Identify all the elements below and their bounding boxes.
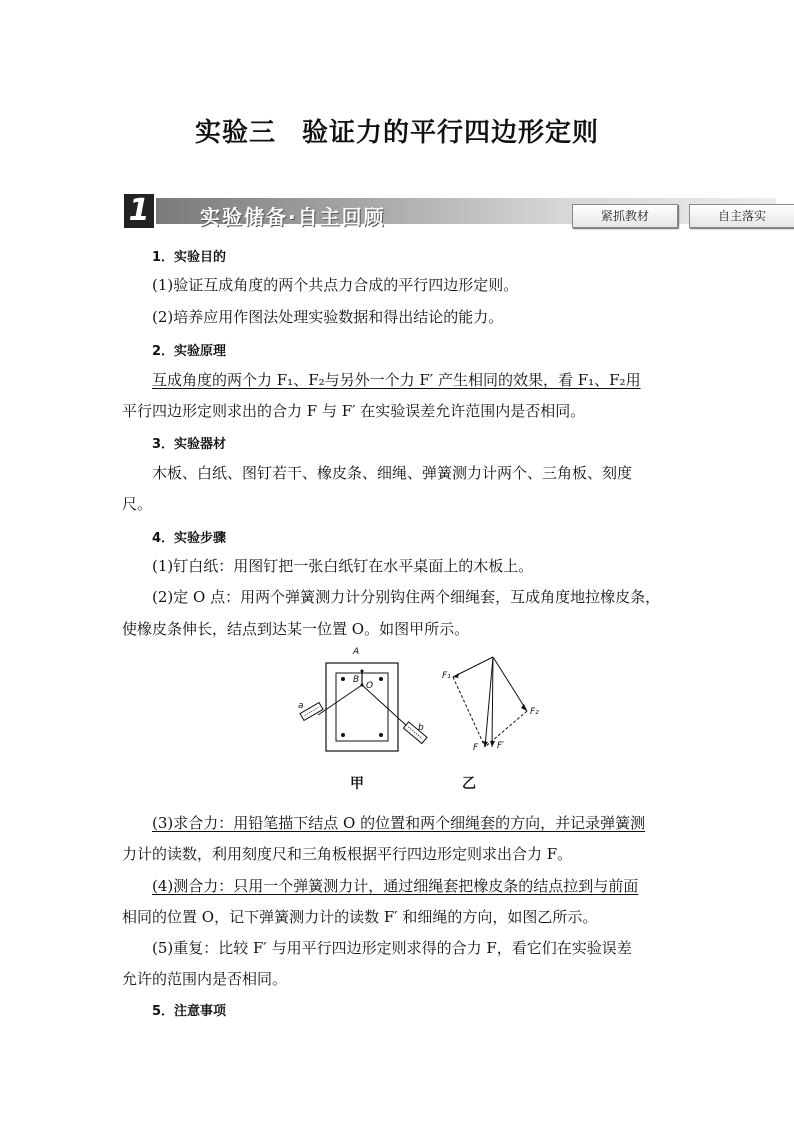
label-F1: F₁ <box>442 671 451 681</box>
title-part2: 验证力的平行四边形定则 <box>302 118 600 148</box>
step-2-line-1: (2)定 O 点：用两个弹簧测力计分别钩住两个细绳套，互成角度地拉橡皮条， <box>152 588 661 606</box>
vector-f1 <box>453 657 493 677</box>
step-5-line-2: 允许的范围内是否相同。 <box>122 970 288 988</box>
purpose-item-1: (1)验证互成角度的两个共点力合成的平行四边形定则。 <box>152 276 519 294</box>
string-b <box>362 685 408 727</box>
textbook-button[interactable]: 紧抓教材 <box>572 204 678 228</box>
principle-line-2: 平行四边形定则求出的合力 F 与 F′ 在实验误差允许范围内是否相同。 <box>122 402 586 420</box>
pin-icon <box>341 733 345 737</box>
title-part1: 实验三 <box>194 118 276 148</box>
equipment-line-1: 木板、白纸、图钉若干、橡皮条、细绳、弹簧测力计两个、三角板、刻度 <box>152 464 633 482</box>
section-heading-purpose: 1．实验目的 <box>152 250 227 265</box>
step-3-line-1: (3)求合力：用铅笔描下结点 O 的位置和两个细绳套的方向，并记录弹簧测 <box>152 814 646 832</box>
section-heading: 实验储备·自主回顾 <box>200 205 386 229</box>
step-3-line-2: 力计的读数，利用刻度尺和三角板根据平行四边形定则求出合力 F。 <box>122 845 573 863</box>
label-F: F <box>473 743 479 753</box>
section-heading-steps: 4．实验步骤 <box>152 531 227 546</box>
label-A: A <box>353 647 360 657</box>
pin-icon <box>379 677 383 681</box>
label-O: O <box>366 681 374 691</box>
section-banner <box>124 194 776 228</box>
label-Fprime: F′ <box>497 741 505 751</box>
pin-icon <box>341 677 345 681</box>
label-F2: F₂ <box>530 707 539 717</box>
section-strip <box>156 198 776 229</box>
string-a <box>318 685 362 715</box>
figure-diagram <box>290 655 550 765</box>
label-a: a <box>298 701 304 711</box>
section-number: 1 <box>124 194 154 228</box>
caption-jia: 甲 <box>350 776 364 792</box>
section-heading-principle: 2．实验原理 <box>152 344 227 359</box>
step-4-line-2: 相同的位置 O，记下弹簧测力计的读数 F′ 和细绳的方向，如图乙所示。 <box>122 908 598 926</box>
step-5-line-1: (5)重复：比较 F′ 与用平行四边形定则求得的合力 F，看它们在实验误差 <box>152 939 632 957</box>
step-4-line-1: (4)测合力：只用一个弹簧测力计，通过细绳套把橡皮条的结点拉到与前面 <box>152 877 639 895</box>
label-b: b <box>418 723 424 733</box>
step-1: (1)钉白纸：用图钉把一张白纸钉在水平桌面上的木板上。 <box>152 557 534 575</box>
section-heading-equipment: 3．实验器材 <box>152 437 227 452</box>
step-2-line-2: 使橡皮条伸长，结点到达某一位置 O。如图甲所示。 <box>122 620 470 638</box>
principle-line-1: 互成角度的两个力 F₁、F₂与另外一个力 F′ 产生相同的效果，看 F₁、F₂用 <box>152 371 641 389</box>
purpose-item-2: (2)培养应用作图法处理实验数据和得出结论的能力。 <box>152 308 504 326</box>
section-heading-notes: 5．注意事项 <box>152 1004 227 1019</box>
caption-yi: 乙 <box>462 776 476 792</box>
dashed-side-1 <box>453 677 485 747</box>
label-B: B <box>353 675 360 685</box>
page-title <box>0 112 794 149</box>
self-practice-button[interactable]: 自主落实 <box>689 204 794 228</box>
experiment-figure <box>290 647 550 795</box>
pin-icon <box>379 733 383 737</box>
vector-f2 <box>493 657 527 711</box>
equipment-line-2: 尺。 <box>122 495 153 513</box>
